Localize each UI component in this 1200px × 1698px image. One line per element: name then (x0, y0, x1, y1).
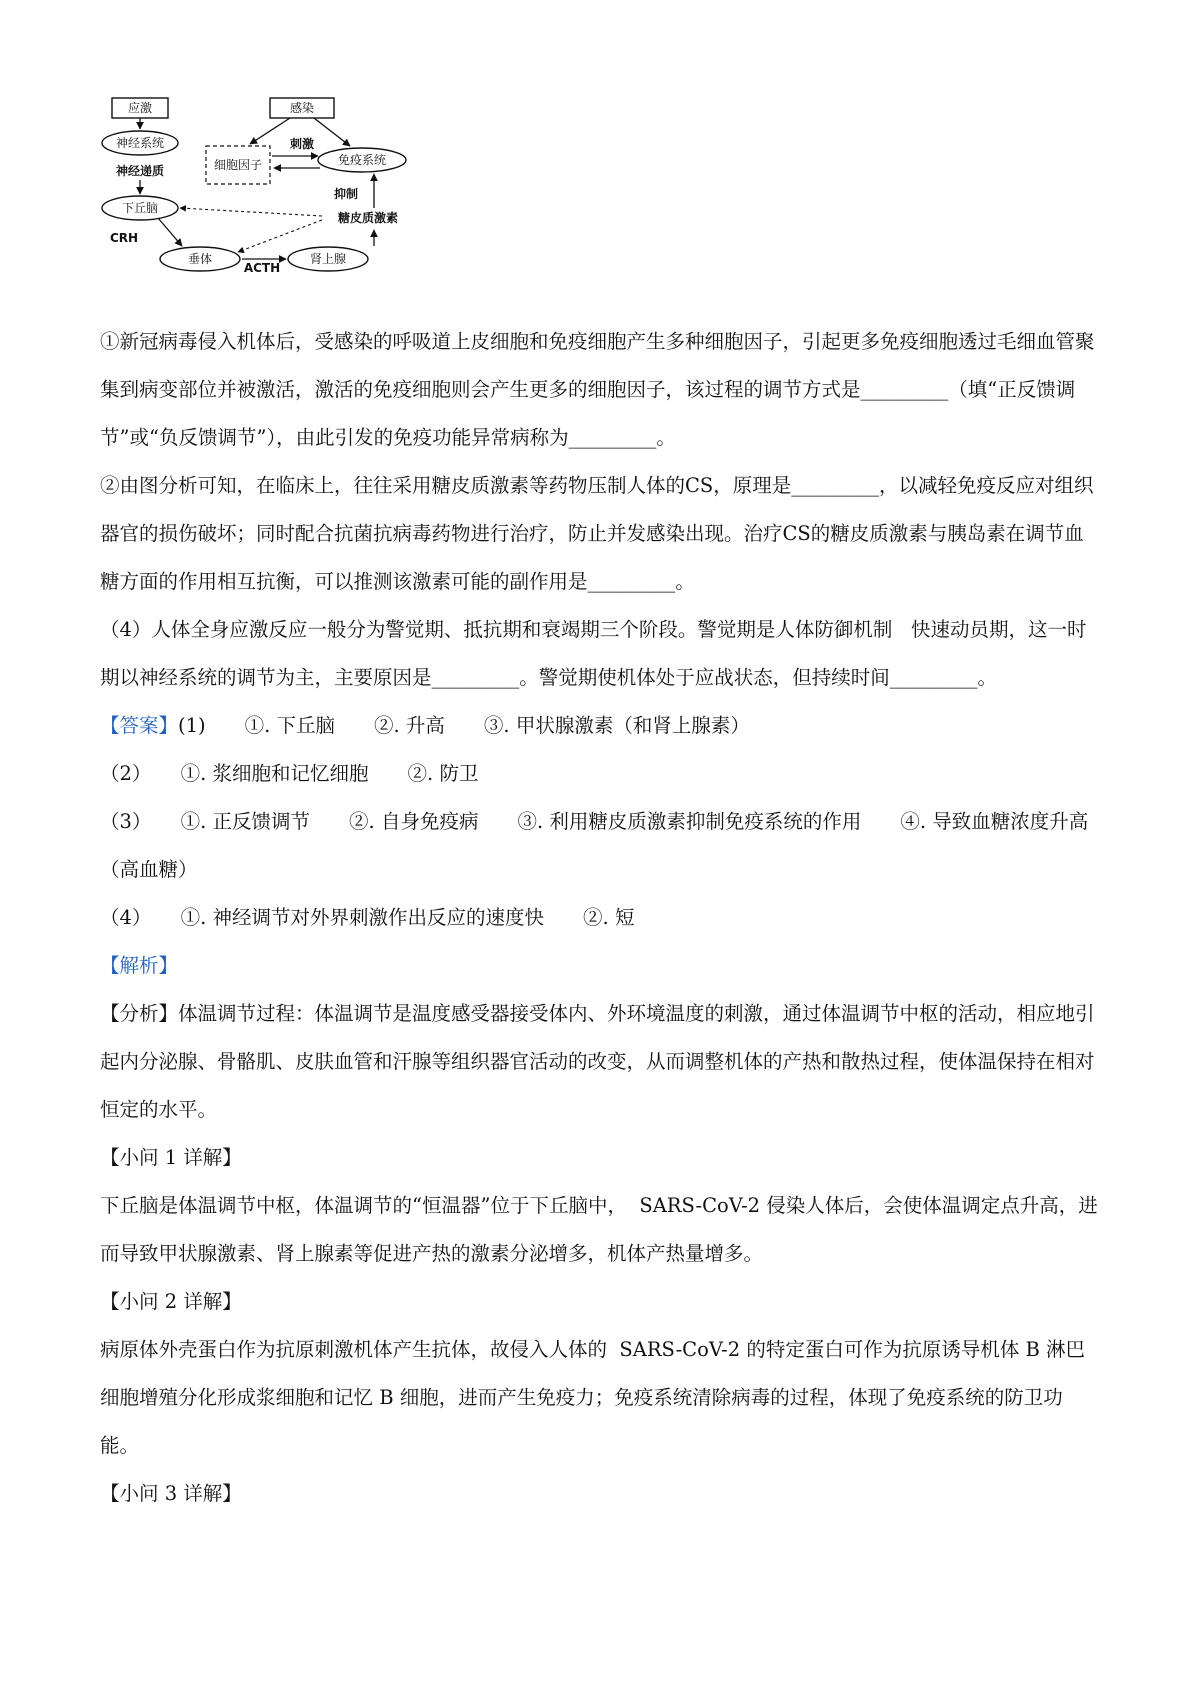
inhibit-label: 抑制 (333, 187, 359, 201)
question-3-part-2: ②由图分析可知，在临床上，往往采用糖皮质激素等药物压制人体的CS，原理是_________，以减轻免疫反应对组织器官的损伤破坏；同时配合抗菌抗病毒药物进行治疗，防止并发感染出现。治疗CS的糖皮质激素与胰岛素在调节血糖方面的作用相互抗衡，可以推测该激素可能的副作用是_________。 (100, 474, 1094, 593)
subquestion-2-label: 【小问 2 详解】 (100, 1290, 242, 1313)
document-body (100, 318, 1100, 1518)
neurotransmitter-label: 神经递质 (115, 164, 165, 178)
infection-node: 感染 (289, 101, 315, 115)
glucocorticoid-label: 糖皮质激素 (337, 211, 399, 225)
answer-line-1 (100, 702, 1100, 750)
answer-4: （4） ①. 神经调节对外界刺激作出反应的速度快 ②. 短 (100, 906, 635, 929)
subquestion-3-label: 【小问 3 详解】 (100, 1482, 242, 1505)
answer-3: （3） ①. 正反馈调节 ②. 自身免疫病 ③. 利用糖皮质激素抑制免疫系统的作用 ④. 导致血糖浓度升高（高血糖） (100, 810, 1089, 881)
nervous-system-node: 神经系统 (115, 136, 165, 150)
subquestion-2-text: 病原体外壳蛋白作为抗原刺激机体产生抗体，故侵入人体的 SARS-CoV-2 的特定蛋白可作为抗原诱导机体 B 淋巴细胞增殖分化形成浆细胞和记忆 B 细胞，进而产生免疫力；免疫系统清除病毒的过程，体现了免疫系统的防卫功能。 (100, 1338, 1086, 1457)
hypothalamus-node: 下丘脑 (121, 201, 159, 215)
stimulate-label: 刺激 (289, 137, 315, 151)
fenxi-text: 体温调节过程：体温调节是温度感受器接受体内、外环境温度的刺激，通过体温调节中枢的活动，相应地引起内分泌腺、骨骼肌、皮肤血管和汗腺等组织器官活动的改变，从而调整机体的产热和散热过程，使体温保持在相对恒定的水平。 (100, 1002, 1095, 1121)
analysis-paragraph (100, 990, 1100, 1134)
immune-system-node: 免疫系统 (337, 153, 387, 167)
question-4: （4）人体全身应激反应一般分为警觉期、抵抗期和衰竭期三个阶段。警觉期是人体防御机制 快速动员期，这一时期以神经系统的调节为主，主要原因是_________。警觉期使机体处于应战状态，但持续时间_________。 (100, 618, 1087, 689)
answer-1: (1) ①. 下丘脑 ②. 升高 ③. 甲状腺激素（和肾上腺素） (178, 714, 750, 737)
stress-node: 应激 (127, 101, 153, 115)
crh-label: CRH (109, 231, 139, 245)
pituitary-node: 垂体 (187, 252, 213, 266)
acth-label: ACTH (243, 261, 281, 275)
cytokine-node: 细胞因子 (213, 158, 263, 172)
hormone-regulation-diagram (100, 96, 430, 301)
answer-2: （2） ①. 浆细胞和记忆细胞 ②. 防卫 (100, 762, 479, 785)
answer-label: 【答案】 (100, 714, 179, 737)
question-3-part-1: ①新冠病毒侵入机体后，受感染的呼吸道上皮细胞和免疫细胞产生多种细胞因子，引起更多免疫细胞透过毛细血管聚集到病变部位并被激活，激活的免疫细胞则会产生更多的细胞因子，该过程的调节方式是_________（填“正反馈调节”或“负反馈调节”），由此引发的免疫功能异常病称为_________。 (100, 330, 1095, 449)
adrenal-node: 肾上腺 (309, 252, 347, 266)
analysis-label: 【解析】 (100, 954, 179, 977)
subquestion-1-label: 【小问 1 详解】 (100, 1146, 242, 1169)
fenxi-label: 【分析】 (100, 1002, 179, 1025)
subquestion-1-text: 下丘脑是体温调节中枢，体温调节的“恒温器”位于下丘脑中， SARS-CoV-2 侵染人体后，会使体温调定点升高，进而导致甲状腺激素、肾上腺素等促进产热的激素分泌增多，机体产热量增多。 (100, 1194, 1098, 1265)
